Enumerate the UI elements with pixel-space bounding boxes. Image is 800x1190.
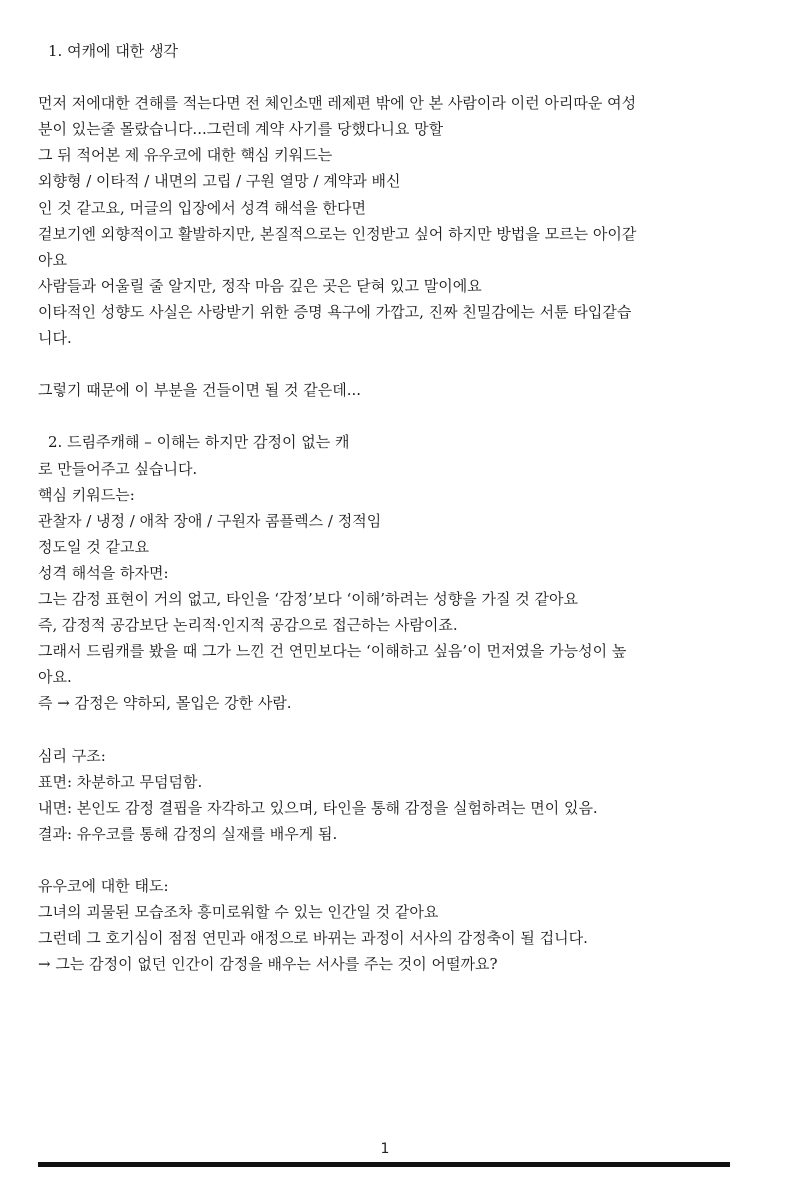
paragraph-line: 그는 감정 표현이 거의 없고, 타인을 ‘감정’보다 ‘이해’하려는 성향을 가질 것 같아요 (38, 589, 578, 608)
section-heading-1: 1. 여캐에 대한 생각 (48, 42, 179, 60)
paragraph-line: 정도일 것 같고요 (38, 537, 149, 556)
paragraph-line: 먼저 저에대한 견해를 적는다면 전 체인소맨 레제편 밖에 안 본 사람이라 이런 아리따운 여성 (38, 94, 637, 113)
paragraph-line: 결과: 유우코를 통해 감정의 실재를 배우게 됨. (38, 824, 338, 843)
page-number: 1 (380, 1141, 390, 1157)
paragraph-line: 관찰자 / 냉정 / 애착 장애 / 구원자 콤플렉스 / 정적임 (38, 511, 382, 530)
paragraph-line: 내면: 본인도 감정 결핍을 자각하고 있으며, 타인을 통해 감정을 실험하려는 면이 있음. (38, 798, 598, 817)
paragraph-line: 즉 → 감정은 약하되, 몰입은 강한 사람. (38, 694, 292, 713)
blank-line (38, 64, 738, 90)
paragraph-line: 이타적인 성향도 사실은 사랑받기 위한 증명 욕구에 가깝고, 진짜 친밀감에는 서툰 타입같습 (38, 302, 632, 321)
paragraph-line: 아요 (38, 250, 67, 269)
paragraph-line: 겉보기엔 외향적이고 활발하지만, 본질적으로는 인정받고 싶어 하지만 방법을 모르는 아이같 (38, 224, 637, 243)
footer-divider (38, 1162, 730, 1167)
paragraph-line: 인 것 같고요, 머글의 입장에서 성격 해석을 한다면 (38, 198, 366, 217)
paragraph-line: 그래서 드림캐를 봤을 때 그가 느낀 건 연민보다는 ‘이해하고 싶음’이 먼저였을 가능성이 높 (38, 642, 627, 661)
paragraph-line: 심리 구조: (38, 746, 106, 765)
paragraph-line: 표면: 차분하고 무덤덤함. (38, 772, 203, 791)
document-body (38, 38, 738, 977)
section-heading-2: 2. 드림주캐해 – 이해는 하지만 감정이 없는 캐 (48, 433, 350, 452)
blank-line (38, 403, 738, 429)
paragraph-line: 그녀의 괴물된 모습조차 흥미로워할 수 있는 인간일 것 같아요 (38, 903, 439, 922)
paragraph-line: 사람들과 어울릴 줄 알지만, 정작 마음 깊은 곳은 닫혀 있고 말이에요 (38, 276, 482, 295)
blank-line (38, 351, 738, 377)
blank-line (38, 847, 738, 873)
paragraph-line: 즉, 감정적 공감보단 논리적·인지적 공감으로 접근하는 사람이죠. (38, 616, 458, 635)
blank-line (38, 716, 738, 742)
paragraph-line: 그런데 그 호기심이 점점 연민과 애정으로 바뀌는 과정이 서사의 감정축이 될 겁니다. (38, 929, 588, 948)
paragraph-line: 니다. (38, 329, 72, 348)
paragraph-line: 로 만들어주고 싶습니다. (38, 459, 198, 478)
paragraph-line: 그 뒤 적어본 제 유우코에 대한 핵심 키워드는 (38, 146, 333, 165)
paragraph-line: 외향형 / 이타적 / 내면의 고립 / 구원 열망 / 계약과 배신 (38, 172, 401, 191)
paragraph-line: → 그는 감정이 없던 인간이 감정을 배우는 서사를 주는 것이 어떨까요? (38, 955, 498, 974)
paragraph-line: 그렇기 때문에 이 부분을 건들이면 될 것 같은데... (38, 381, 361, 400)
paragraph-line: 유우코에 대한 태도: (38, 877, 169, 895)
paragraph-line: 성격 해석을 하자면: (38, 563, 169, 582)
paragraph-line: 아요. (38, 668, 72, 687)
paragraph-line: 분이 있는줄 몰랐습니다...그런데 계약 사기를 당했다니요 망할 (38, 120, 444, 139)
paragraph-line: 핵심 키워드는: (38, 485, 135, 504)
